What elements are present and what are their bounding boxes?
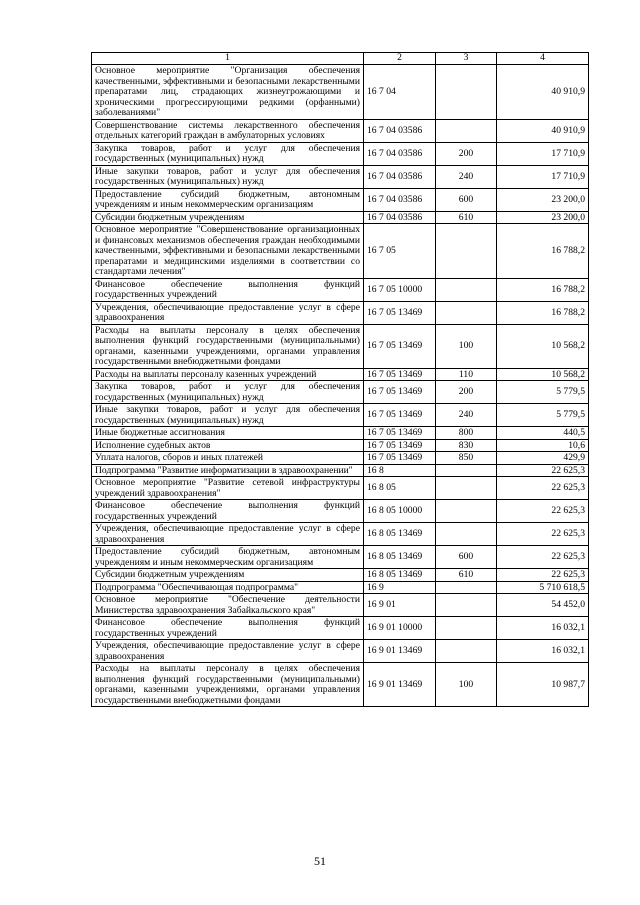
row-expense-type: 600 <box>436 188 497 211</box>
row-amount: 22 625,3 <box>497 523 589 546</box>
row-expense-type: 100 <box>436 663 497 707</box>
row-amount: 40 910,9 <box>497 65 589 120</box>
row-amount: 10 568,2 <box>497 324 589 368</box>
row-amount: 5 710 618,5 <box>497 581 589 594</box>
row-code: 16 9 01 13469 <box>364 640 436 663</box>
table-row <box>92 278 589 301</box>
row-code: 16 9 01 10000 <box>364 617 436 640</box>
row-expense-type: 240 <box>436 404 497 427</box>
table-row <box>92 523 589 546</box>
row-name: Основное мероприятие "Организация обеспечения качественными, эффективными и безопасными лекарственными препаратами лиц, страдающих жизнеугрожающими и хроническими прогрессирующими редкими (орфанными) заболеваниями" <box>92 65 364 120</box>
row-name: Субсидии бюджетным учреждениям <box>92 569 364 582</box>
row-name: Уплата налогов, сборов и иных платежей <box>92 452 364 465</box>
table-row <box>92 65 589 120</box>
row-name: Расходы на выплаты персоналу в целях обеспечения выполнения функций государственными (муниципальными) органами, казенными учреждениями, органами управления государственными внебюджетными фондами <box>92 663 364 707</box>
row-code: 16 7 05 13469 <box>364 452 436 465</box>
row-expense-type: 200 <box>436 381 497 404</box>
row-name: Учреждения, обеспечивающие предоставление услуг в сфере здравоохранения <box>92 640 364 663</box>
row-amount: 5 779,5 <box>497 381 589 404</box>
row-code: 16 7 04 03586 <box>364 119 436 142</box>
table-row <box>92 404 589 427</box>
row-expense-type: 800 <box>436 427 497 440</box>
row-name: Предоставление субсидий бюджетным, автономным учреждениям и иным некоммерческим организациям <box>92 546 364 569</box>
row-expense-type <box>436 594 497 617</box>
page-number: 51 <box>314 854 326 868</box>
row-expense-type <box>436 65 497 120</box>
row-code: 16 8 05 13469 <box>364 546 436 569</box>
row-expense-type <box>436 224 497 279</box>
table-row <box>92 381 589 404</box>
row-amount: 10,6 <box>497 439 589 452</box>
row-code: 16 7 05 13469 <box>364 427 436 440</box>
row-amount: 40 910,9 <box>497 119 589 142</box>
budget-table <box>91 52 589 707</box>
table-row <box>92 119 589 142</box>
row-code: 16 8 05 <box>364 477 436 500</box>
row-code: 16 8 05 13469 <box>364 523 436 546</box>
row-amount: 16 788,2 <box>497 278 589 301</box>
row-code: 16 7 05 <box>364 224 436 279</box>
table-row <box>92 640 589 663</box>
row-amount: 22 625,3 <box>497 500 589 523</box>
row-amount: 17 710,9 <box>497 142 589 165</box>
row-name: Субсидии бюджетным учреждениям <box>92 211 364 224</box>
row-name: Предоставление субсидий бюджетным, автономным учреждениям и иным некоммерческим организациям <box>92 188 364 211</box>
row-name: Иные бюджетные ассигнования <box>92 427 364 440</box>
row-code: 16 8 05 13469 <box>364 569 436 582</box>
table-row <box>92 439 589 452</box>
row-code: 16 7 04 03586 <box>364 165 436 188</box>
row-amount: 23 200,0 <box>497 188 589 211</box>
row-name: Основное мероприятие "Совершенствование организационных и финансовых механизмов обеспечения граждан необходимыми качественными, эффективными и безопасными лекарственными препаратами и медицинскими изделиями в соответствии со стандартами лечения" <box>92 224 364 279</box>
row-code: 16 7 05 13469 <box>364 368 436 381</box>
row-expense-type: 610 <box>436 211 497 224</box>
row-name: Подпрограмма "Обеспечивающая подпрограмма" <box>92 581 364 594</box>
row-code: 16 7 05 13469 <box>364 404 436 427</box>
table-row <box>92 368 589 381</box>
table-row <box>92 301 589 324</box>
row-expense-type: 830 <box>436 439 497 452</box>
table-row <box>92 594 589 617</box>
header-col-3: 3 <box>436 53 497 65</box>
row-code: 16 8 05 10000 <box>364 500 436 523</box>
row-expense-type <box>436 640 497 663</box>
row-code: 16 9 01 <box>364 594 436 617</box>
row-amount: 54 452,0 <box>497 594 589 617</box>
row-name: Финансовое обеспечение выполнения функций государственных учреждений <box>92 617 364 640</box>
row-name: Иные закупки товаров, работ и услуг для обеспечения государственных (муниципальных) нужд <box>92 165 364 188</box>
row-name: Финансовое обеспечение выполнения функций государственных учреждений <box>92 278 364 301</box>
table-row <box>92 427 589 440</box>
row-amount: 22 625,3 <box>497 569 589 582</box>
row-code: 16 7 05 13469 <box>364 324 436 368</box>
table-row <box>92 500 589 523</box>
table-row <box>92 211 589 224</box>
row-expense-type <box>436 278 497 301</box>
row-expense-type: 100 <box>436 324 497 368</box>
row-amount: 22 625,3 <box>497 546 589 569</box>
row-amount: 22 625,3 <box>497 477 589 500</box>
row-code: 16 7 04 03586 <box>364 142 436 165</box>
row-amount: 16 788,2 <box>497 301 589 324</box>
row-code: 16 9 01 13469 <box>364 663 436 707</box>
row-name: Закупка товаров, работ и услуг для обеспечения государственных (муниципальных) нужд <box>92 142 364 165</box>
table-row <box>92 452 589 465</box>
header-col-4: 4 <box>497 53 589 65</box>
row-code: 16 7 05 13469 <box>364 439 436 452</box>
row-name: Основное мероприятие "Обеспечение деятельности Министерства здравоохранения Забайкальского края" <box>92 594 364 617</box>
row-name: Совершенствование системы лекарственного обеспечения отдельных категорий граждан в амбулаторных условиях <box>92 119 364 142</box>
row-code: 16 8 <box>364 464 436 477</box>
row-amount: 16 788,2 <box>497 224 589 279</box>
row-amount: 22 625,3 <box>497 464 589 477</box>
row-name: Расходы на выплаты персоналу в целях обеспечения выполнения функций государственными (муниципальными) органами, казенными учреждениями, органами управления государственными внебюджетными фондами <box>92 324 364 368</box>
row-expense-type: 600 <box>436 546 497 569</box>
table-header-row <box>92 53 589 65</box>
table-row <box>92 617 589 640</box>
row-expense-type <box>436 464 497 477</box>
row-name: Учреждения, обеспечивающие предоставление услуг в сфере здравоохранения <box>92 523 364 546</box>
row-expense-type <box>436 301 497 324</box>
row-amount: 5 779,5 <box>497 404 589 427</box>
row-code: 16 7 04 03586 <box>364 211 436 224</box>
row-expense-type: 200 <box>436 142 497 165</box>
table-row <box>92 464 589 477</box>
row-expense-type <box>436 500 497 523</box>
table-row <box>92 477 589 500</box>
table-row <box>92 165 589 188</box>
row-expense-type <box>436 477 497 500</box>
table-row <box>92 188 589 211</box>
header-col-2: 2 <box>364 53 436 65</box>
row-amount: 16 032,1 <box>497 640 589 663</box>
row-amount: 10 568,2 <box>497 368 589 381</box>
row-name: Финансовое обеспечение выполнения функций государственных учреждений <box>92 500 364 523</box>
row-amount: 16 032,1 <box>497 617 589 640</box>
row-name: Закупка товаров, работ и услуг для обеспечения государственных (муниципальных) нужд <box>92 381 364 404</box>
row-code: 16 9 <box>364 581 436 594</box>
table-row <box>92 324 589 368</box>
row-amount: 440,5 <box>497 427 589 440</box>
row-expense-type: 110 <box>436 368 497 381</box>
row-name: Основное мероприятие "Развитие сетевой инфраструктуры учреждений здравоохранения" <box>92 477 364 500</box>
row-name: Подпрограмма "Развитие информатизации в здравоохранении" <box>92 464 364 477</box>
table-row <box>92 224 589 279</box>
table-row <box>92 581 589 594</box>
row-amount: 17 710,9 <box>497 165 589 188</box>
table-row <box>92 569 589 582</box>
row-expense-type <box>436 581 497 594</box>
header-col-1: 1 <box>92 53 364 65</box>
row-expense-type <box>436 523 497 546</box>
row-expense-type: 240 <box>436 165 497 188</box>
row-amount: 23 200,0 <box>497 211 589 224</box>
row-name: Расходы на выплаты персоналу казенных учреждений <box>92 368 364 381</box>
row-expense-type: 850 <box>436 452 497 465</box>
row-amount: 429,9 <box>497 452 589 465</box>
row-expense-type <box>436 617 497 640</box>
table-row <box>92 142 589 165</box>
row-name: Иные закупки товаров, работ и услуг для обеспечения государственных (муниципальных) нужд <box>92 404 364 427</box>
row-code: 16 7 04 <box>364 65 436 120</box>
table-row <box>92 546 589 569</box>
table-row <box>92 663 589 707</box>
row-code: 16 7 05 13469 <box>364 381 436 404</box>
row-name: Исполнение судебных актов <box>92 439 364 452</box>
row-amount: 10 987,7 <box>497 663 589 707</box>
row-expense-type <box>436 119 497 142</box>
table-body <box>92 65 589 707</box>
row-code: 16 7 04 03586 <box>364 188 436 211</box>
row-expense-type: 610 <box>436 569 497 582</box>
row-code: 16 7 05 13469 <box>364 301 436 324</box>
row-code: 16 7 05 10000 <box>364 278 436 301</box>
row-name: Учреждения, обеспечивающие предоставление услуг в сфере здравоохранения <box>92 301 364 324</box>
